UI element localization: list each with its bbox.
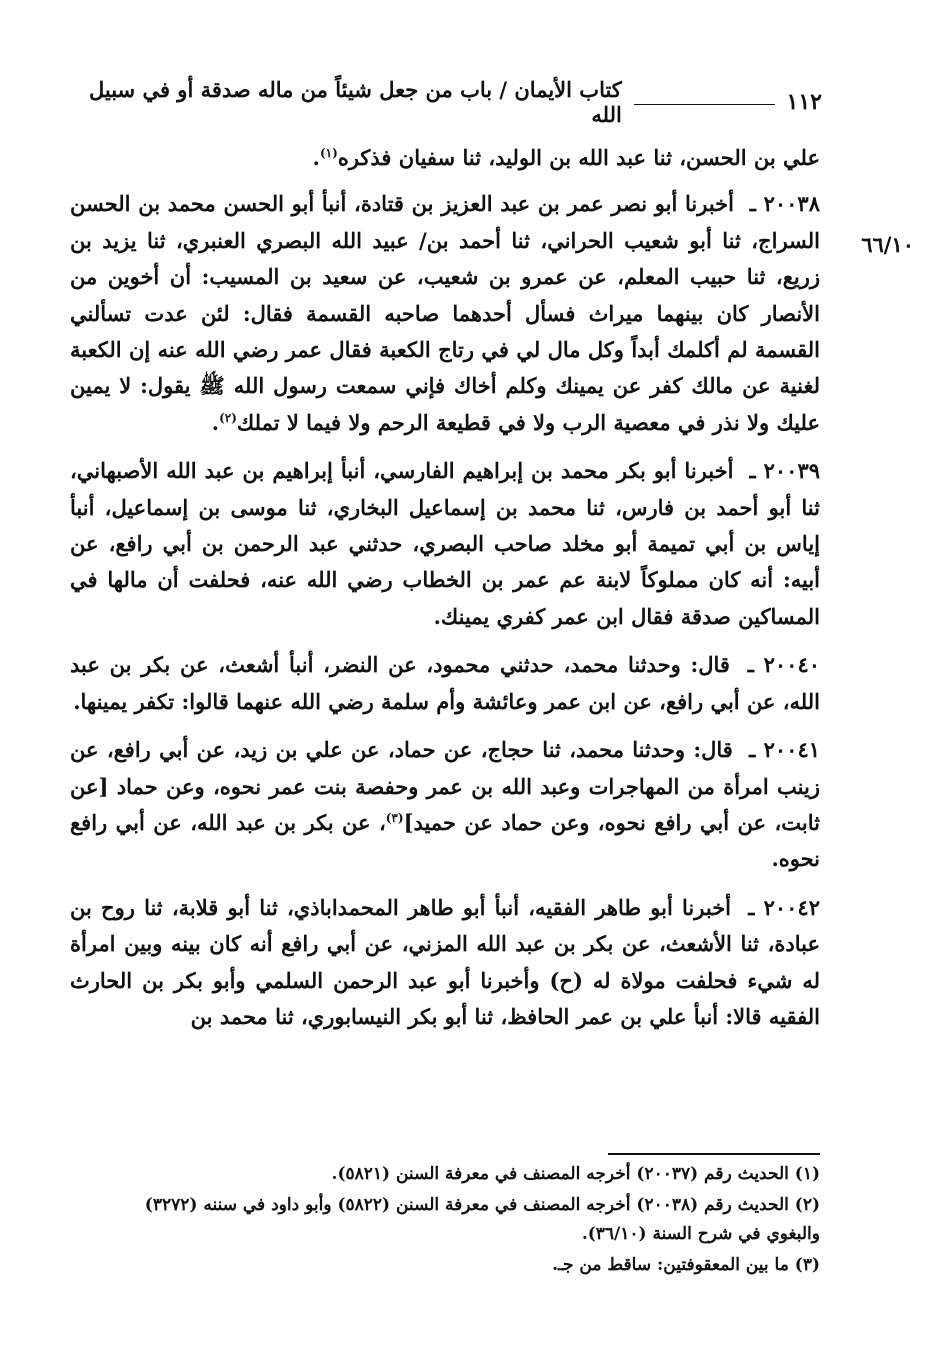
- hadith-20039: [70, 453, 820, 635]
- hadith-20042: [70, 890, 820, 1036]
- page-header: [68, 77, 822, 127]
- hadith-number: ٢٠٠٤١ ـ: [749, 737, 821, 763]
- hadith-number: ٢٠٠٣٩ ـ: [749, 458, 821, 484]
- footnote-marker: (٢): [219, 410, 237, 425]
- margin-volume-reference: ٦٦/١٠: [861, 232, 914, 257]
- hadith-number: ٢٠٠٣٨ ـ: [749, 191, 820, 217]
- paragraph-tail: ، عن بكر بن عبد الله، عن أبي رافع نحوه.: [70, 809, 820, 872]
- footnote-text: (٢) الحديث رقم (٢٠٠٣٨) أخرجه المصنف في معرفة السنن (٥٨٢٢) وأبو داود في سننه (٣٢٧٢): [144, 1195, 820, 1215]
- paragraph-tail: .: [211, 409, 220, 435]
- paragraph-text: قال: وحدثنا محمد، ثنا حجاج، عن حماد، عن علي بن زيد، عن أبي رافع، عن زينب امرأة من المهاجرات وعبد الله بن عمر وحفصة بنت عمر نحوه، وعن حماد [عن ثابت، عن أبي رافع نحوه، وعن حماد عن حميد]: [70, 737, 820, 835]
- footnote-text: (٣) ما بين المعقوفتين: ساقط من جـ.: [552, 1255, 820, 1275]
- footnote-3: [68, 1251, 820, 1280]
- page-number: ١١٢: [786, 89, 822, 115]
- paragraph-text: علي بن الحسن، ثنا عبد الله بن الوليد، ثنا سفيان فذكره: [337, 145, 820, 170]
- hadith-number: ٢٠٠٤٠ ـ: [747, 652, 821, 678]
- hadith-number: ٢٠٠٤٢ ـ: [748, 894, 820, 920]
- paragraph-tail: .: [312, 145, 320, 170]
- footnote-2: [68, 1191, 820, 1249]
- paragraph-text: أخبرنا أبو بكر محمد بن إبراهيم الفارسي، أنبأ إبراهيم بن عبد الله الأصبهاني، ثنا أبو أحمد بن فارس، ثنا محمد بن إسماعيل البخاري، ثنا موسى بن إسماعيل، أنبأ إياس بن أبي تميمة أبو مخلد صاحب البصري، حدثني عبد الرحمن بن أبي رافع، عن أبيه: أنه كان مملوكاً لابنة عم عمر بن الخطاب رضي الله عنه، فحلفت أن مالها في المساكين صدقة فقال ابن عمر كفري يمينك.: [70, 458, 820, 629]
- footnote-text-continued: والبغوي في شرح السنة (٣٦/١٠).: [581, 1224, 820, 1244]
- paragraph-text: أخبرنا أبو طاهر الفقيه، أنبأ أبو طاهر المحمداباذي، ثنا أبو قلابة، ثنا روح بن عبادة، ثنا الأشعث، عن بكر بن عبد الله المزني، عن أبي رافع أنه كان بينه وبين امرأة له شيء فحلفت مولاة له (ح) وأخبرنا أبو عبد الرحمن السلمي وأبو بكر بن الحارث الفقيه قالا: أنبأ علي بن عمر الحافظ، ثنا أبو بكر النيسابوري، ثنا محمد بن: [70, 894, 820, 1029]
- footnote-marker: (٣): [385, 810, 404, 825]
- footnote-marker: (١): [319, 146, 338, 160]
- paragraph-text: أخبرنا أبو نصر عمر بن عبد العزيز بن قتادة، أنبأ أبو الحسن محمد بن الحسن السراج، ثنا أبو شعيب الحراني، ثنا أحمد بن/ عبيد الله البصري العنبري، ثنا يزيد بن زريع، ثنا حبيب المعلم، عن عمرو بن شعيب، عن سعيد بن المسيب: أن أخوين من الأنصار كان بينهما ميراث فسأل أحدهما صاحبه القسمة فقال: لئن عدت تسألني القسمة لم أكلمك أبداً وكل مال لي في رتاج الكعبة فقال عمر رضي الله عنه إن الكعبة لغنية عن مالك كفر عن يمينك وكلم أخاك فإني سمعت رسول الله ﷺ يقول: لا يمين عليك ولا نذر في معصية الرب ولا في قطيعة الرحم ولا فيما لا تملك: [70, 191, 820, 435]
- footnote-1: [68, 1160, 820, 1189]
- main-text: [70, 140, 820, 1047]
- hadith-20040: [70, 647, 820, 720]
- footnote-separator: [608, 1153, 820, 1155]
- paragraph-text: قال: وحدثنا محمد، حدثني محمود، عن النضر، أنبأ أشعث، عن بكر بن عبد الله، عن أبي رافع، عن ابن عمر وعائشة وأم سلمة رضي الله عنهما قالوا: تكفر يمينها.: [70, 652, 820, 714]
- header-title: كتاب الأيمان / باب من جعل شيئاً من ماله صدقة أو في سبيل الله: [88, 77, 622, 127]
- hadith-20038: [70, 186, 820, 441]
- footnotes: [68, 1158, 820, 1282]
- footnote-text: (١) الحديث رقم (٢٠٠٣٧) أخرجه المصنف في معرفة السنن (٥٨٢١).: [331, 1164, 820, 1184]
- paragraph-continuation: [70, 140, 820, 176]
- header-rule: [634, 104, 775, 105]
- hadith-20041: [70, 732, 820, 878]
